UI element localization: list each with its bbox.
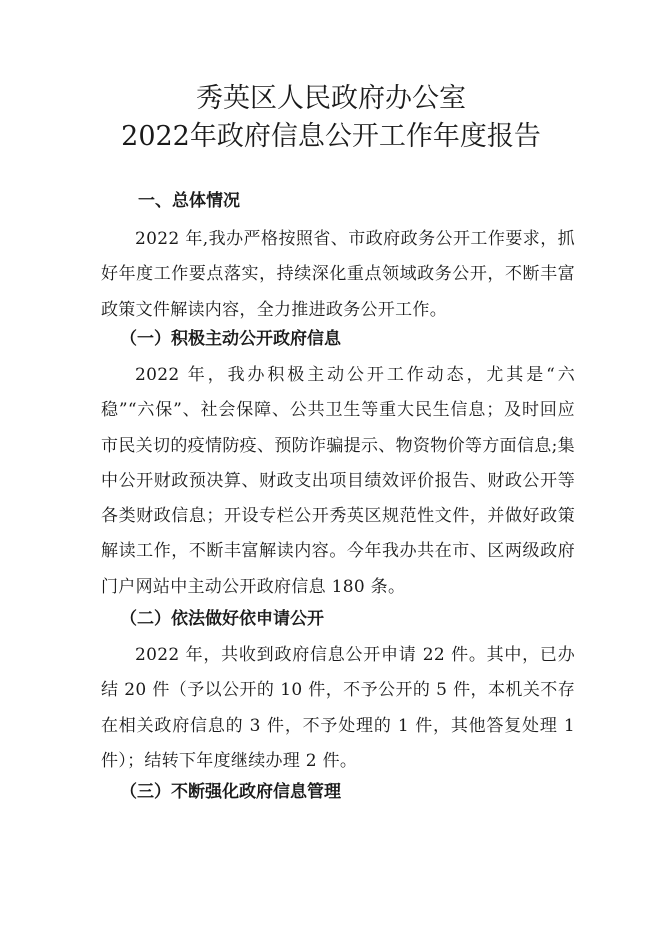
subheading-information-management: （三）不断强化政府信息管理 [120, 782, 341, 802]
proactive-disclosure-block [101, 358, 575, 605]
application-disclosure-block [101, 638, 575, 779]
application-disclosure-paragraph: 2022 年，共收到政府信息公开申请 22 件。其中，已办结 20 件（予以公开的 10 件，不予公开的 5 件，本机关不存在相关政府信息的 3 件，不予处理的 1 件，其他答复处理 1件）；结转下年度继续办理 2 件。 [101, 645, 575, 771]
subheading-application-disclosure: （二）依法做好依申请公开 [120, 609, 324, 629]
overview-paragraph-block [101, 222, 575, 328]
title-line-2: 2022年政府信息公开工作年度报告 [121, 121, 541, 152]
subheading-proactive-disclosure: （一）积极主动公开政府信息 [120, 329, 341, 349]
report-title [0, 80, 662, 156]
title-line-1: 秀英区人民政府办公室 [196, 83, 466, 114]
overview-paragraph: 2022 年,我办严格按照省、市政府政务公开工作要求，抓好年度工作要点落实，持续深化重点领域政务公开，不断丰富政策文件解读内容，全力推进政务公开工作。 [101, 229, 575, 320]
section-heading-overview: 一、总体情况 [138, 191, 240, 211]
proactive-disclosure-paragraph: 2022 年，我办积极主动公开工作动态，尤其是“六稳”“六保”、社会保障、公共卫生等重大民生信息；及时回应市民关切的疫情防疫、预防诈骗提示、物资物价等方面信息;集中公开财政预决算、财政支出项目绩效评价报告、财政公开等各类财政信息；开设专栏公开秀英区规范性文件，并做好政策解读工作，不断丰富解读内容。今年我办共在市、区两级政府门户网站中主动公开政府信息 180 条。 [101, 365, 575, 597]
